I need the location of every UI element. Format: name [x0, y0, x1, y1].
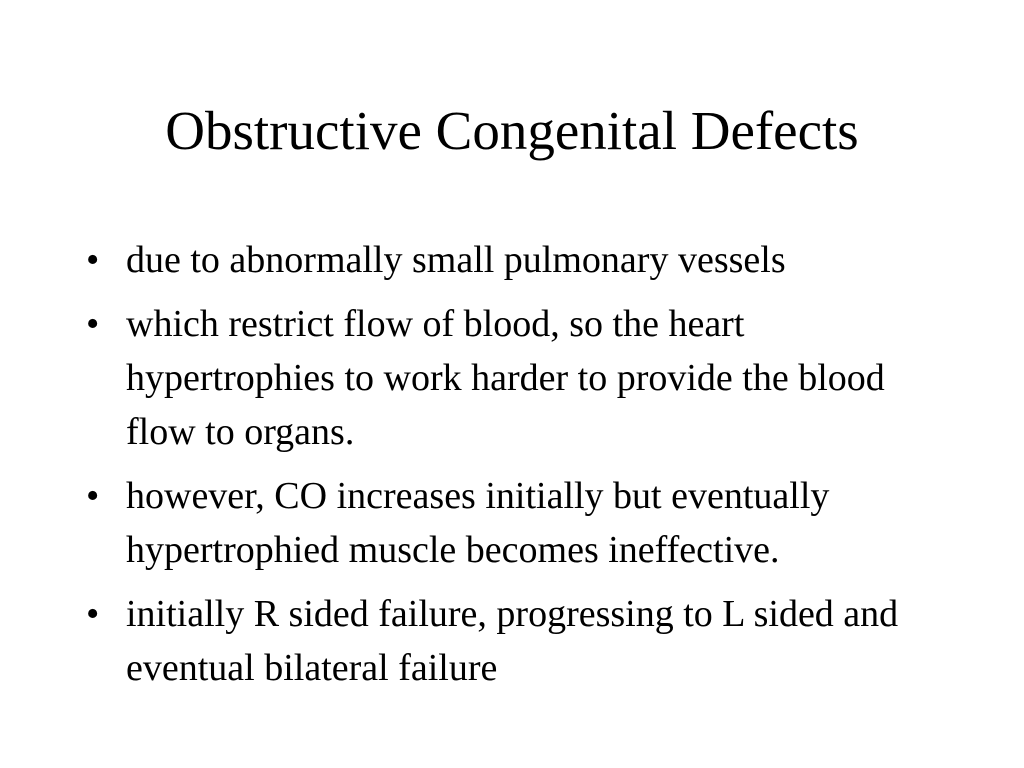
bullet-icon: • — [86, 593, 100, 635]
bullet-icon: • — [86, 475, 100, 517]
bullet-text: initially R sided failure, progressing to L sided and eventual bilateral failure — [126, 593, 899, 689]
bullet-text: however, CO increases initially but eventually hypertrophied muscle becomes ineffective. — [126, 475, 830, 571]
bullet-item-1 — [86, 233, 936, 287]
bullet-item-2 — [86, 297, 936, 459]
bullet-text: which restrict flow of blood, so the heart hypertrophies to work harder to provide the blood flow to organs. — [126, 303, 885, 453]
slide-title: Obstructive Congenital Defects — [165, 100, 859, 161]
bullet-list — [86, 233, 936, 705]
bullet-icon: • — [86, 239, 100, 281]
bullet-text: due to abnormally small pulmonary vessels — [126, 239, 786, 281]
bullet-icon: • — [86, 303, 100, 345]
bullet-item-4 — [86, 587, 936, 695]
bullet-item-3 — [86, 469, 936, 577]
